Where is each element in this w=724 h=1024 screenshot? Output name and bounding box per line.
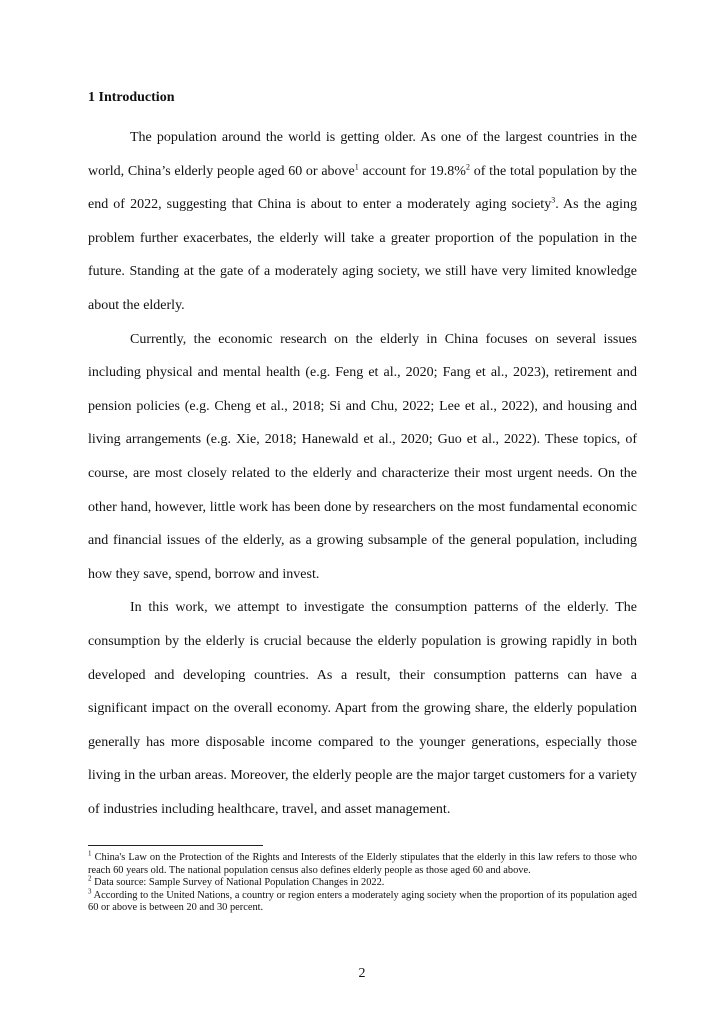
footnote-2: [88, 874, 637, 890]
page-number: 2: [358, 966, 366, 981]
footnote-1: [88, 849, 637, 877]
paragraph-1-text-d: . As the aging problem further exacerbates, the elderly will take a greater proportion of the population in the future. Standing at the gate of a moderately aging society, we still have very limited knowledge about the elderly.: [88, 197, 637, 313]
footnote-2-text: Data source: Sample Survey of National Population Changes in 2022.: [91, 877, 385, 889]
footnote-ref-3[interactable]: 3: [551, 195, 556, 205]
footnote-marker-2: 2: [88, 874, 92, 883]
footnote-separator: [88, 845, 263, 846]
footnote-ref-1[interactable]: 1: [354, 161, 359, 171]
footnote-3-text: According to the United Nations, a country or region enters a moderately aging society when the proportion of its population aged 60 or above is between 20 and 30 percent.: [88, 889, 637, 914]
paragraph-1-text-c: of the total population by the end of 2022, suggesting that China is about to enter a moderately aging society: [88, 163, 637, 213]
body-text: [88, 121, 637, 826]
paragraph-1: [88, 121, 637, 323]
paragraph-1-text-a: The population around the world is getting older. As one of the largest countries in the world, China’s elderly people aged 60 or above: [88, 130, 637, 179]
paragraph-1-text-b: account for 19.8%: [358, 163, 466, 179]
footnote-marker-3: 3: [88, 887, 92, 896]
paragraph-2: Currently, the economic research on the elderly in China focuses on several issues including physical and mental health (e.g. Feng et al., 2020; Fang et al., 2023), retirement and pension policies (e.g. Cheng et al., 2018; Si and Chu, 2022; Lee et al., 2022), and housing and living arrangements (e.g. Xie, 2018; Hanewald et al., 2020; Guo et al., 2022). These topics, of course, are most closely related to the elderly and characterize their most urgent needs. On the other hand, however, little work has been done by researchers on the most fundamental economic and financial issues of the elderly, as a growing subsample of the general population, including how they save, spend, borrow and invest.: [88, 331, 637, 582]
footnotes: [88, 849, 637, 915]
footnote-ref-2[interactable]: 2: [465, 161, 470, 171]
section-heading: 1 Introduction: [88, 90, 175, 105]
footnote-marker-1: 1: [88, 849, 92, 858]
paragraph-3: In this work, we attempt to investigate the consumption patterns of the elderly. The consumption by the elderly is crucial because the elderly population is growing rapidly in both developed and developing countries. As a result, their consumption patterns can have a significant impact on the overall economy. Apart from the growing share, the elderly population generally has more disposable income compared to the younger generations, especially those living in the urban areas. Moreover, the elderly people are the major target customers for a variety of industries including healthcare, travel, and asset management.: [88, 600, 637, 817]
footnote-1-text: China's Law on the Protection of the Rights and Interests of the Elderly stipulates that the elderly in this law refers to those who reach 60 years old. The national population census also defines elderly people as those aged 60 and above.: [88, 852, 637, 876]
footnote-3: [88, 887, 637, 915]
